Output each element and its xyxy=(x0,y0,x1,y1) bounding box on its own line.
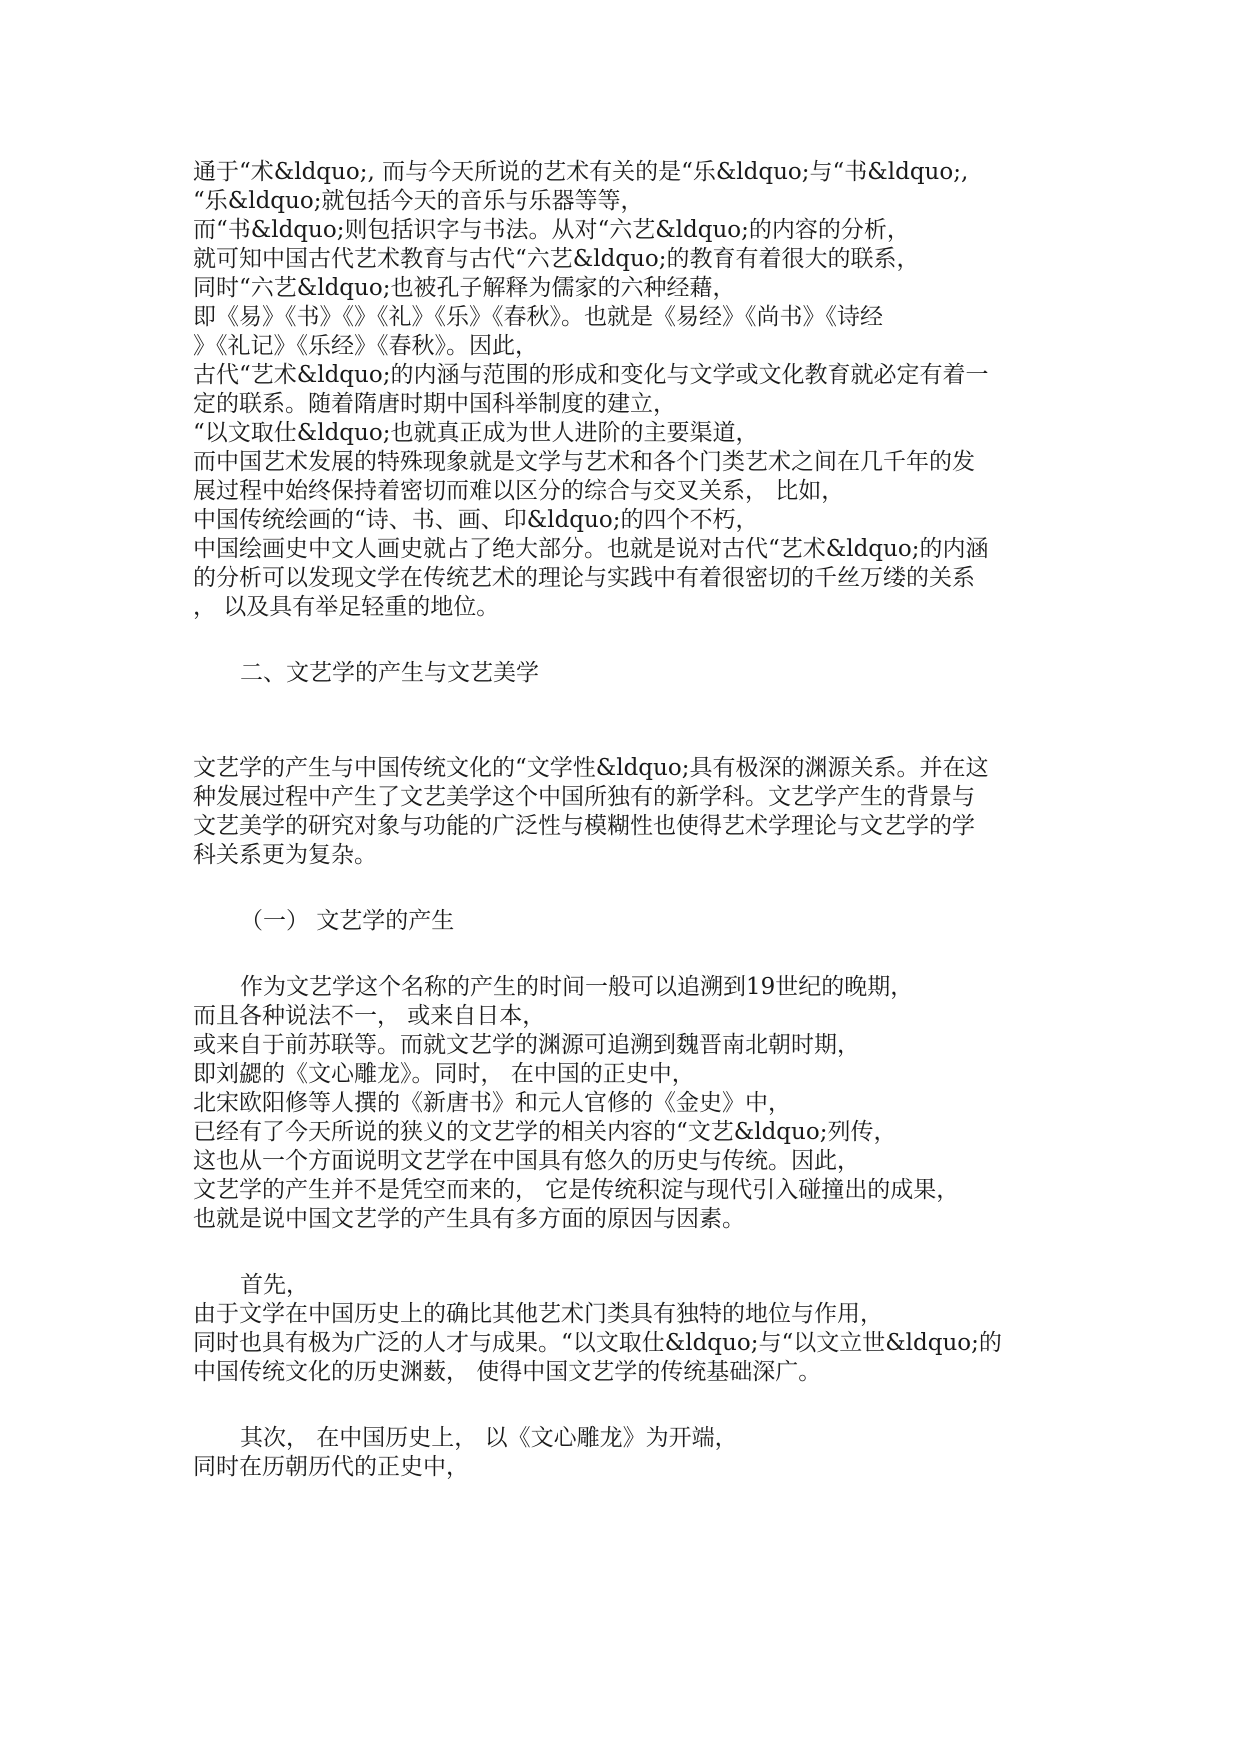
text-line: 中国绘画史中文人画史就占了绝大部分。也就是说对古代“艺术&ldquo;的内涵 xyxy=(193,536,989,562)
text-line: 也就是说中国文艺学的产生具有多方面的原因与因素。 xyxy=(193,1206,745,1232)
text-line: 定的联系。随着隋唐时期中国科举制度的建立， xyxy=(193,391,676,417)
text-line: 就可知中国古代艺术教育与古代“六艺&ldquo;的教育有着很大的联系， xyxy=(193,246,920,272)
text-line: 》《礼记》《乐经》《春秋》。因此， xyxy=(193,333,538,359)
text-line: 通于“术&ldquo;, 而与今天所说的艺术有关的是“乐&ldquo;与“书&ldquo;, xyxy=(193,159,969,185)
text-line: 同时在历朝历代的正史中， xyxy=(193,1454,469,1480)
text-line: “乐&ldquo;就包括今天的音乐与乐器等等， xyxy=(193,188,644,214)
text-line: 其次， 在中国历史上， 以《文心雕龙》为开端， xyxy=(240,1425,738,1451)
text-line: ， 以及具有举足轻重的地位。 xyxy=(193,594,500,620)
text-line: 作为文艺学这个名称的产生的时间一般可以追溯到19世纪的晚期， xyxy=(240,974,914,1000)
text-line: 而且各种说法不一， 或来自日本， xyxy=(193,1003,546,1029)
text-line: 同时“六艺&ldquo;也被孔子解释为儒家的六种经藉， xyxy=(193,275,736,301)
subsection-heading: （一） 文艺学的产生 xyxy=(240,908,455,934)
text-line: 由于文学在中国历史上的确比其他艺术门类具有独特的地位与作用， xyxy=(193,1301,883,1327)
text-line: 即刘勰的《文心雕龙》。同时， 在中国的正史中， xyxy=(193,1061,695,1087)
text-line: 这也从一个方面说明文艺学在中国具有悠久的历史与传统。因此， xyxy=(193,1148,860,1174)
text-line: 文艺美学的研究对象与功能的广泛性与模糊性也使得艺术学理论与文艺学的学 xyxy=(193,813,975,839)
text-line: “以文取仕&ldquo;也就真正成为世人进阶的主要渠道， xyxy=(193,420,759,446)
text-line: 古代“艺术&ldquo;的内涵与范围的形成和变化与文学或文化教育就必定有着一 xyxy=(193,362,989,388)
text-line: 即《易》《书》《》《礼》《乐》《春秋》。也就是《易经》《尚书》《诗经 xyxy=(193,304,883,330)
text-line: 已经有了今天所说的狭义的文艺学的相关内容的“文艺&ldquo;列传， xyxy=(193,1119,897,1145)
section-heading: 二、文艺学的产生与文艺美学 xyxy=(240,660,539,686)
text-line: 文艺学的产生并不是凭空而来的， 它是传统积淀与现代引入碰撞出的成果， xyxy=(193,1177,960,1203)
text-line: 中国传统绘画的“诗、书、画、印&ldquo;的四个不朽， xyxy=(193,507,759,533)
text-line: 展过程中始终保持着密切而难以区分的综合与交叉关系， 比如， xyxy=(193,478,845,504)
text-line: 而“书&ldquo;则包括识字与书法。从对“六艺&ldquo;的内容的分析， xyxy=(193,217,910,243)
text-line: 种发展过程中产生了文艺美学这个中国所独有的新学科。文艺学产生的背景与 xyxy=(193,784,975,810)
text-line: 的分析可以发现文学在传统艺术的理论与实践中有着很密切的千丝万缕的关系 xyxy=(193,565,975,591)
text-line: 科关系更为复杂。 xyxy=(193,842,377,868)
text-line: 首先， xyxy=(240,1272,309,1298)
text-line: 或来自于前苏联等。而就文艺学的渊源可追溯到魏晋南北朝时期， xyxy=(193,1032,860,1058)
text-line: 同时也具有极为广泛的人才与成果。“以文取仕&ldquo;与“以文立世&ldquo;的 xyxy=(193,1330,1002,1356)
text-line: 文艺学的产生与中国传统文化的“文学性&ldquo;具有极深的渊源关系。并在这 xyxy=(193,755,989,781)
text-line: 北宋欧阳修等人撰的《新唐书》和元人官修的《金史》中， xyxy=(193,1090,791,1116)
text-line: 而中国艺术发展的特殊现象就是文学与艺术和各个门类艺术之间在几千年的发 xyxy=(193,449,975,475)
text-line: 中国传统文化的历史渊薮， 使得中国文艺学的传统基础深广。 xyxy=(193,1359,822,1385)
